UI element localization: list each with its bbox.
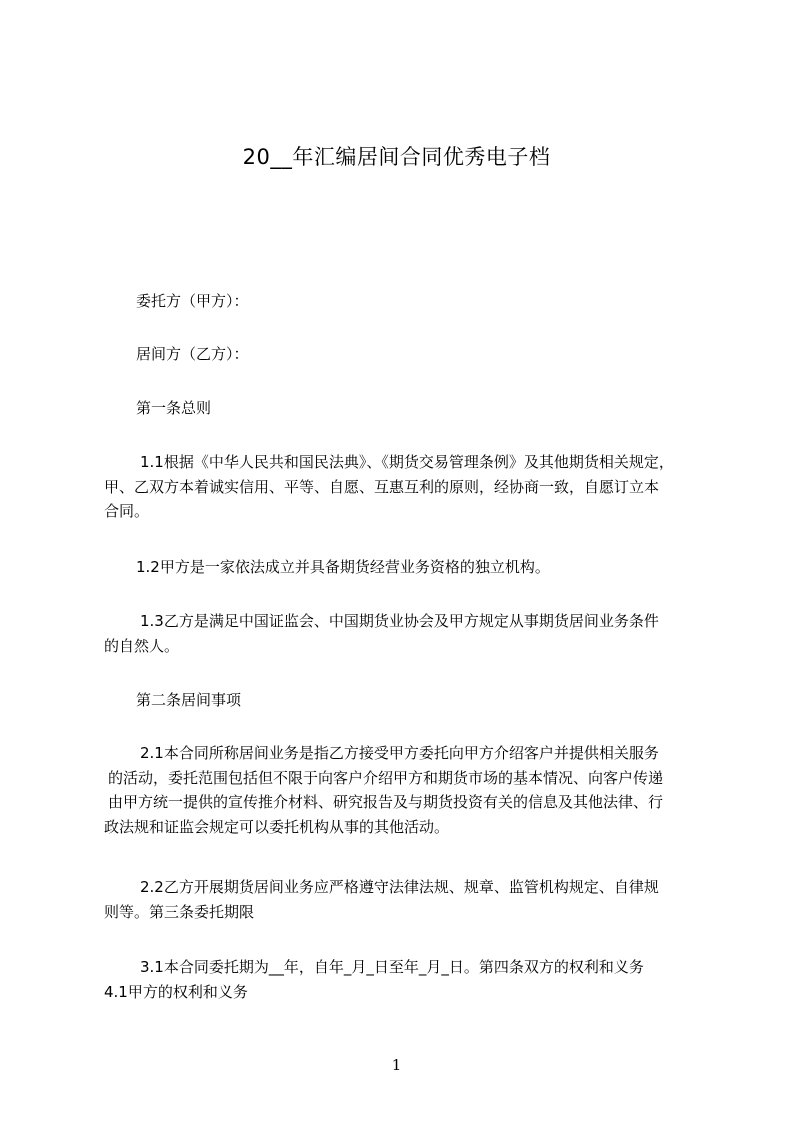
text-line: 1.3乙方是满足中国证监会、中国期货业协会及甲方规定从事期货居间业务条件: [140, 612, 659, 630]
document-title: 20__年汇编居间合同优秀电子档: [242, 145, 551, 169]
text-line: 第二条居间事项: [136, 691, 242, 709]
text-line: 1.1根据《中华人民共和国民法典》、《期货交易管理条例》及其他期货相关规定，: [140, 453, 674, 471]
text-line: 的自然人。: [104, 636, 180, 655]
text-line: 则等。第三条委托期限: [104, 902, 255, 921]
party-a-line: [104, 289, 704, 314]
text-line: 甲、乙双方本着诚实信用、平等、自愿、互惠互利的原则，经协商一致，自愿订立本: [104, 477, 660, 496]
article-2-heading: [104, 688, 704, 713]
party-b-line: [104, 342, 704, 367]
article-1-heading: [104, 396, 704, 421]
text-line: 的活动，委托范围包括但不限于向客户介绍甲方和期货市场的基本情况、向客户传递: [108, 768, 664, 787]
text-line: 3.1本合同委托期为__年，自年_月_日至年_月_日。第四条双方的权利和义务: [140, 958, 644, 976]
text-line: 委托方（甲方）：: [136, 292, 249, 310]
clause-1-2: [104, 555, 704, 580]
text-line: 2.1本合同所称居间业务是指乙方接受甲方委托向甲方介绍客户并提供相关服务: [140, 744, 659, 762]
text-line: 1.2甲方是一家依法成立并具备期货经营业务资格的独立机构。: [136, 558, 550, 576]
text-line: 第一条总则: [136, 399, 212, 417]
clause-3-1: [104, 955, 704, 1004]
clause-2-1: [104, 741, 704, 839]
text-line: 2.2乙方开展期货居间业务应严格遵守法律法规、规章、监管机构规定、自律规: [140, 878, 659, 896]
clause-1-3: [104, 609, 704, 658]
text-line: 合同。: [104, 502, 150, 520]
clause-1-1: [104, 450, 704, 524]
text-line: 政法规和证监会规定可以委托机构从事的其他活动。: [104, 817, 450, 836]
clause-2-2: [104, 875, 704, 924]
text-line: 4.1甲方的权利和义务: [104, 982, 248, 1001]
text-line: 居间方（乙方）：: [136, 345, 249, 363]
page-number: 1: [391, 1056, 402, 1074]
text-line: 由甲方统一提供的宣传推介材料、研究报告及与期货投资有关的信息及其他法律、行: [108, 793, 664, 811]
